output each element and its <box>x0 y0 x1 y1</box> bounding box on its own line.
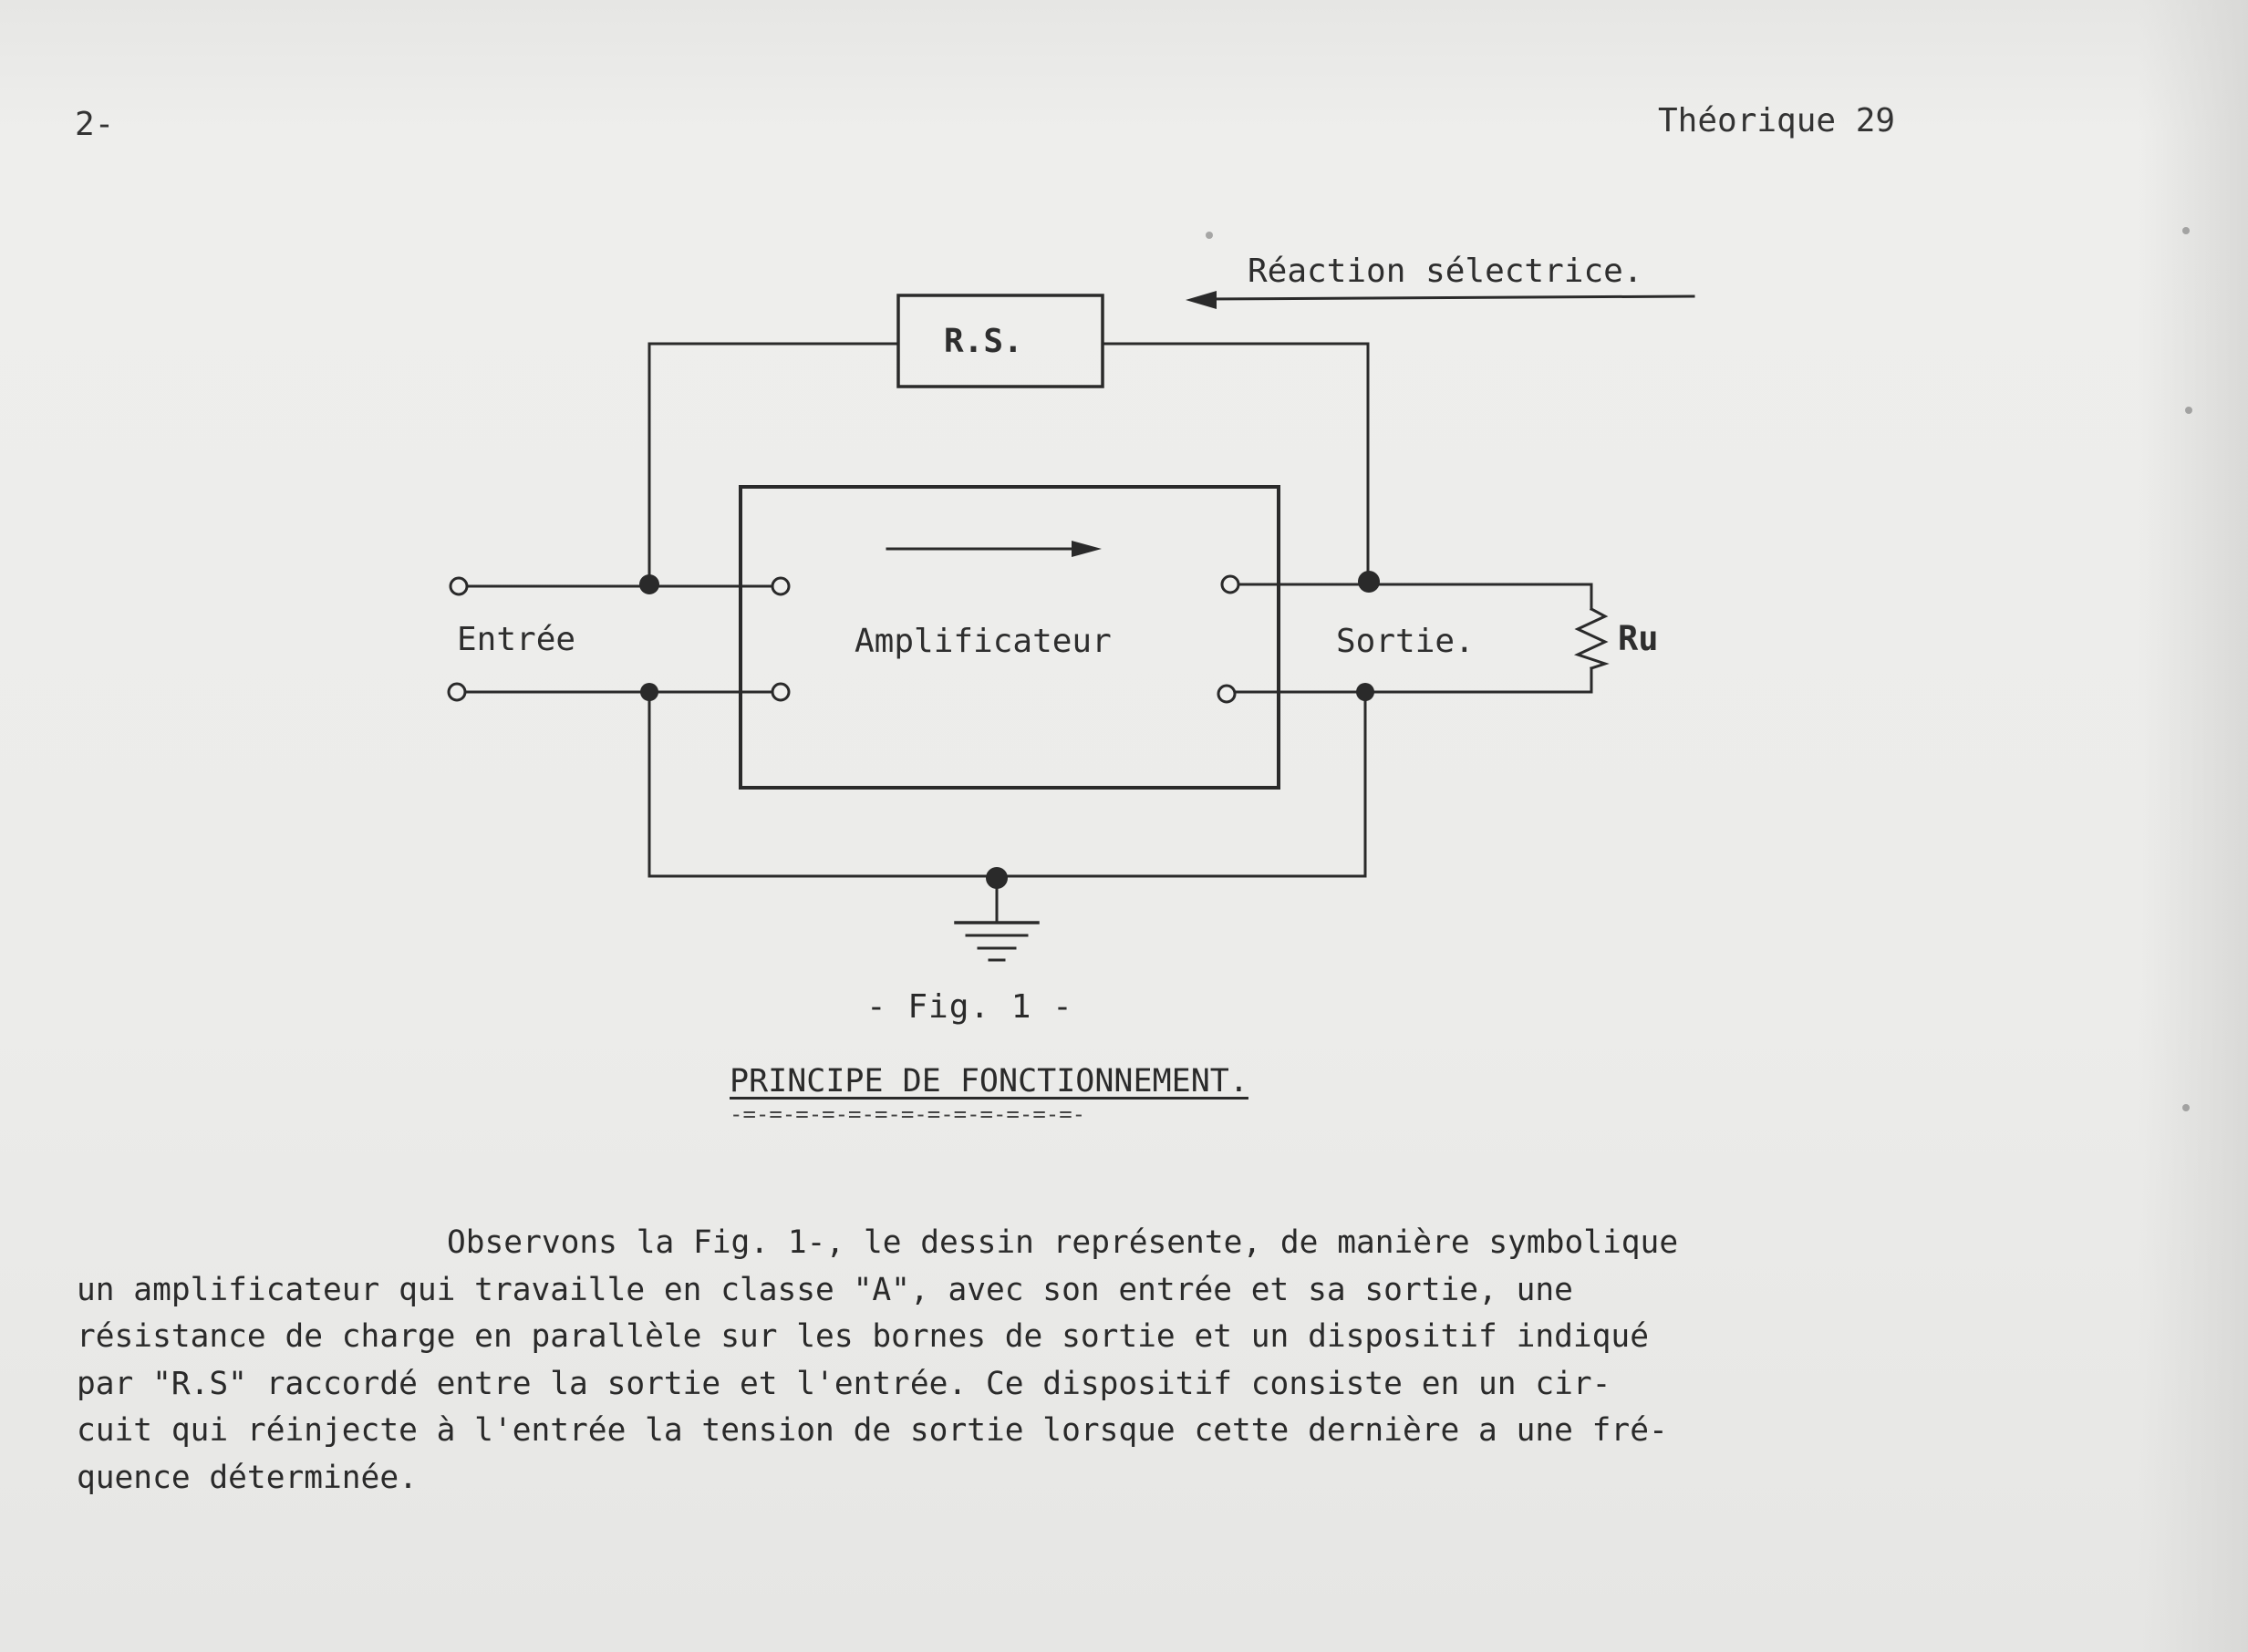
body-line: cuit qui réinjecte à l'entrée la tension de sortie lorsque cette dernière a une fré- <box>77 1412 1668 1449</box>
body-line: un amplificateur qui travaille en classe "A", avec son entrée et sa sortie, une <box>77 1271 1573 1308</box>
figure-title-underline-rule: -=-=-=-=-=-=-=-=-=-=-=-=-=- <box>730 1101 1086 1127</box>
amp-input-terminal-bottom <box>772 684 789 700</box>
junction-ground <box>986 867 1008 889</box>
junction-input-top <box>639 574 659 594</box>
rs-box-label: R.S. <box>944 323 1023 360</box>
page-header-title-number: Théorique 29 <box>1658 102 1896 139</box>
scan-speck <box>2182 1104 2190 1111</box>
output-wire-bottom <box>1237 668 1591 692</box>
body-line: résistance de charge en parallèle sur les bornes de sortie et un dispositif indiqué <box>77 1318 1649 1355</box>
feedback-wire-right <box>1103 344 1368 582</box>
feedback-label: Réaction sélectrice. <box>1248 253 1643 290</box>
scan-speck <box>1206 232 1213 239</box>
feedback-arrow-line <box>1204 296 1694 299</box>
junction-output-bottom <box>1356 683 1374 701</box>
ground-bus <box>649 692 1365 876</box>
body-paragraph <box>77 1220 2037 1502</box>
signal-arrowhead <box>1072 541 1102 557</box>
feedback-wire-left <box>649 344 898 586</box>
body-line: quence déterminée. <box>77 1459 418 1496</box>
output-wire-top <box>1237 584 1591 609</box>
scan-speck <box>2182 227 2190 234</box>
feedback-arrowhead <box>1186 291 1217 309</box>
input-terminal-top <box>451 578 467 594</box>
amplifier-label: Amplificateur <box>855 623 1112 660</box>
scan-speck <box>2185 407 2192 414</box>
load-resistor <box>1578 609 1605 668</box>
amp-output-terminal-bottom <box>1218 686 1235 702</box>
amp-output-terminal-top <box>1222 576 1238 593</box>
figure-caption: - Fig. 1 - <box>866 988 1073 1026</box>
load-resistor-label: Ru <box>1618 619 1659 658</box>
output-label: Sortie. <box>1336 623 1475 660</box>
junction-output-top <box>1358 571 1380 593</box>
input-terminal-bottom <box>449 684 465 700</box>
chapter-number: 2- <box>75 106 115 143</box>
figure-title: PRINCIPE DE FONCTIONNEMENT. <box>730 1063 1248 1100</box>
body-line: par "R.S" raccordé entre la sortie et l'entrée. Ce dispositif consiste en un cir- <box>77 1365 1611 1402</box>
body-line: Observons la Fig. 1-, le dessin représente, de manière symbolique <box>447 1224 1679 1261</box>
input-label: Entrée <box>457 621 576 658</box>
amp-input-terminal-top <box>772 578 789 594</box>
junction-input-bottom <box>640 683 658 701</box>
